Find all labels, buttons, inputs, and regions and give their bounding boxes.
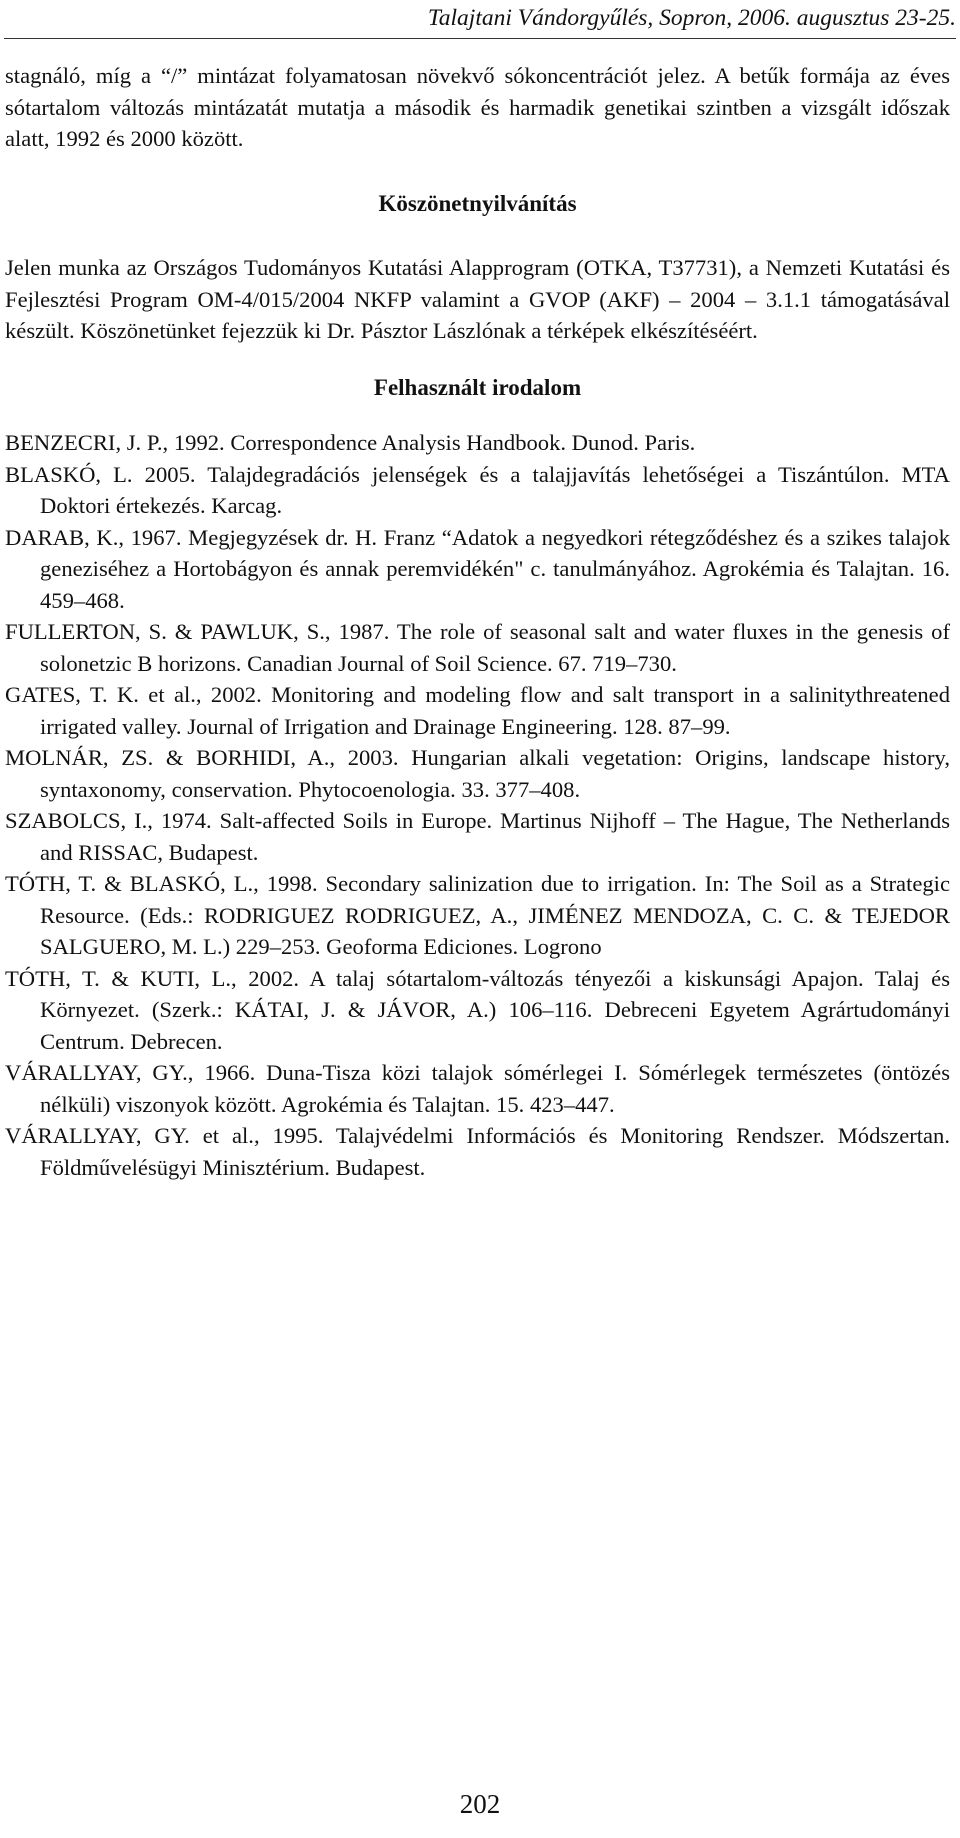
reference-item: BENZECRI, J. P., 1992. Correspondence Analysis Handbook. Dunod. Paris. [5,430,696,455]
header-rule [4,38,956,39]
intro-paragraph: stagnáló, míg a “/” mintázat folyamatosan növekvő sókoncentrációt jelez. A betűk formája az éves sótartalom változás mintázatát mutatja a második és harmadik genetikai szintben a vizsgált időszak alatt, 1992 és 2000 között. [5,63,950,151]
reference-item: VÁRALLYAY, GY., 1966. Duna-Tisza közi talajok sómérlegei I. Sómérlegek természetes (öntözés nélküli) viszonyok között. Agrokémia és Talajtan. 15. 423–447. [5,1060,950,1117]
body-content [5,60,950,1183]
reference-item: SZABOLCS, I., 1974. Salt-affected Soils in Europe. Martinus Nijhoff – The Hague, The Netherlands and RISSAC, Budapest. [5,808,950,865]
reference-item: DARAB, K., 1967. Megjegyzések dr. H. Franz “Adatok a negyedkori rétegződéshez és a szikes talajok geneziséhez a Hortobágyon és annak peremvidékén" c. tanulmányához. Agrokémia és Talajtan. 16. 459–468. [5,524,950,613]
references-heading: Felhasznált irodalom [373,374,582,400]
reference-item: MOLNÁR, ZS. & BORHIDI, A., 2003. Hungarian alkali vegetation: Origins, landscape history, syntaxonomy, conservation. Phytocoenologia. 33. 377–408. [5,745,950,802]
reference-item: TÓTH, T. & BLASKÓ, L., 1998. Secondary salinization due to irrigation. In: The Soil as a Strategic Resource. (Eds.: RODRIGUEZ RODRIGUEZ, A., JIMÉNEZ MENDOZA, C. C. & TEJEDOR SALGUERO, M. L.) 229–253. Geoforma Ediciones. Logrono [5,871,950,959]
page-number: 202 [459,1789,501,1819]
reference-item: GATES, T. K. et al., 2002. Monitoring and modeling flow and salt transport in a salinitythreatened irrigated valley. Journal of Irrigation and Drainage Engineering. 128. 87–99. [5,682,950,739]
reference-item: TÓTH, T. & KUTI, L., 2002. A talaj sótartalom-változás tényezői a kiskunsági Apajon. Talaj és Környezet. (Szerk.: KÁTAI, J. & JÁVOR, A.) 106–116. Debreceni Egyetem Agrártudományi Centrum. Debrecen. [5,965,950,1054]
acknowledgement-heading: Köszönetnyilvánítás [378,190,577,216]
acknowledgement-paragraph: Jelen munka az Országos Tudományos Kutatási Alapprogram (OTKA, T37731), a Nemzeti Kutatási és Fejlesztési Program OM-4/015/2004 NKFP valamint a GVOP (AKF) – 2004 – 3.1.1 támogatásával készült. Köszönetünket fejezzük ki Dr. Pásztor Lászlónak a térképek elkészítéséért. [5,255,950,343]
reference-item: BLASKÓ, L. 2005. Talajdegradációs jelenségek és a talajjavítás lehetőségei a Tiszántúlon. MTA Doktori értekezés. Karcag. [5,461,950,518]
reference-list [5,427,950,1183]
reference-item: VÁRALLYAY, GY. et al., 1995. Talajvédelmi Információs és Monitoring Rendszer. Módszertan. Földművelésügyi Minisztérium. Budapest. [5,1123,950,1180]
reference-item: FULLERTON, S. & PAWLUK, S., 1987. The role of seasonal salt and water fluxes in the genesis of solonetzic B horizons. Canadian Journal of Soil Science. 67. 719–730. [5,619,950,676]
running-header: Talajtani Vándorgyűlés, Sopron, 2006. augusztus 23-25. [427,5,956,31]
